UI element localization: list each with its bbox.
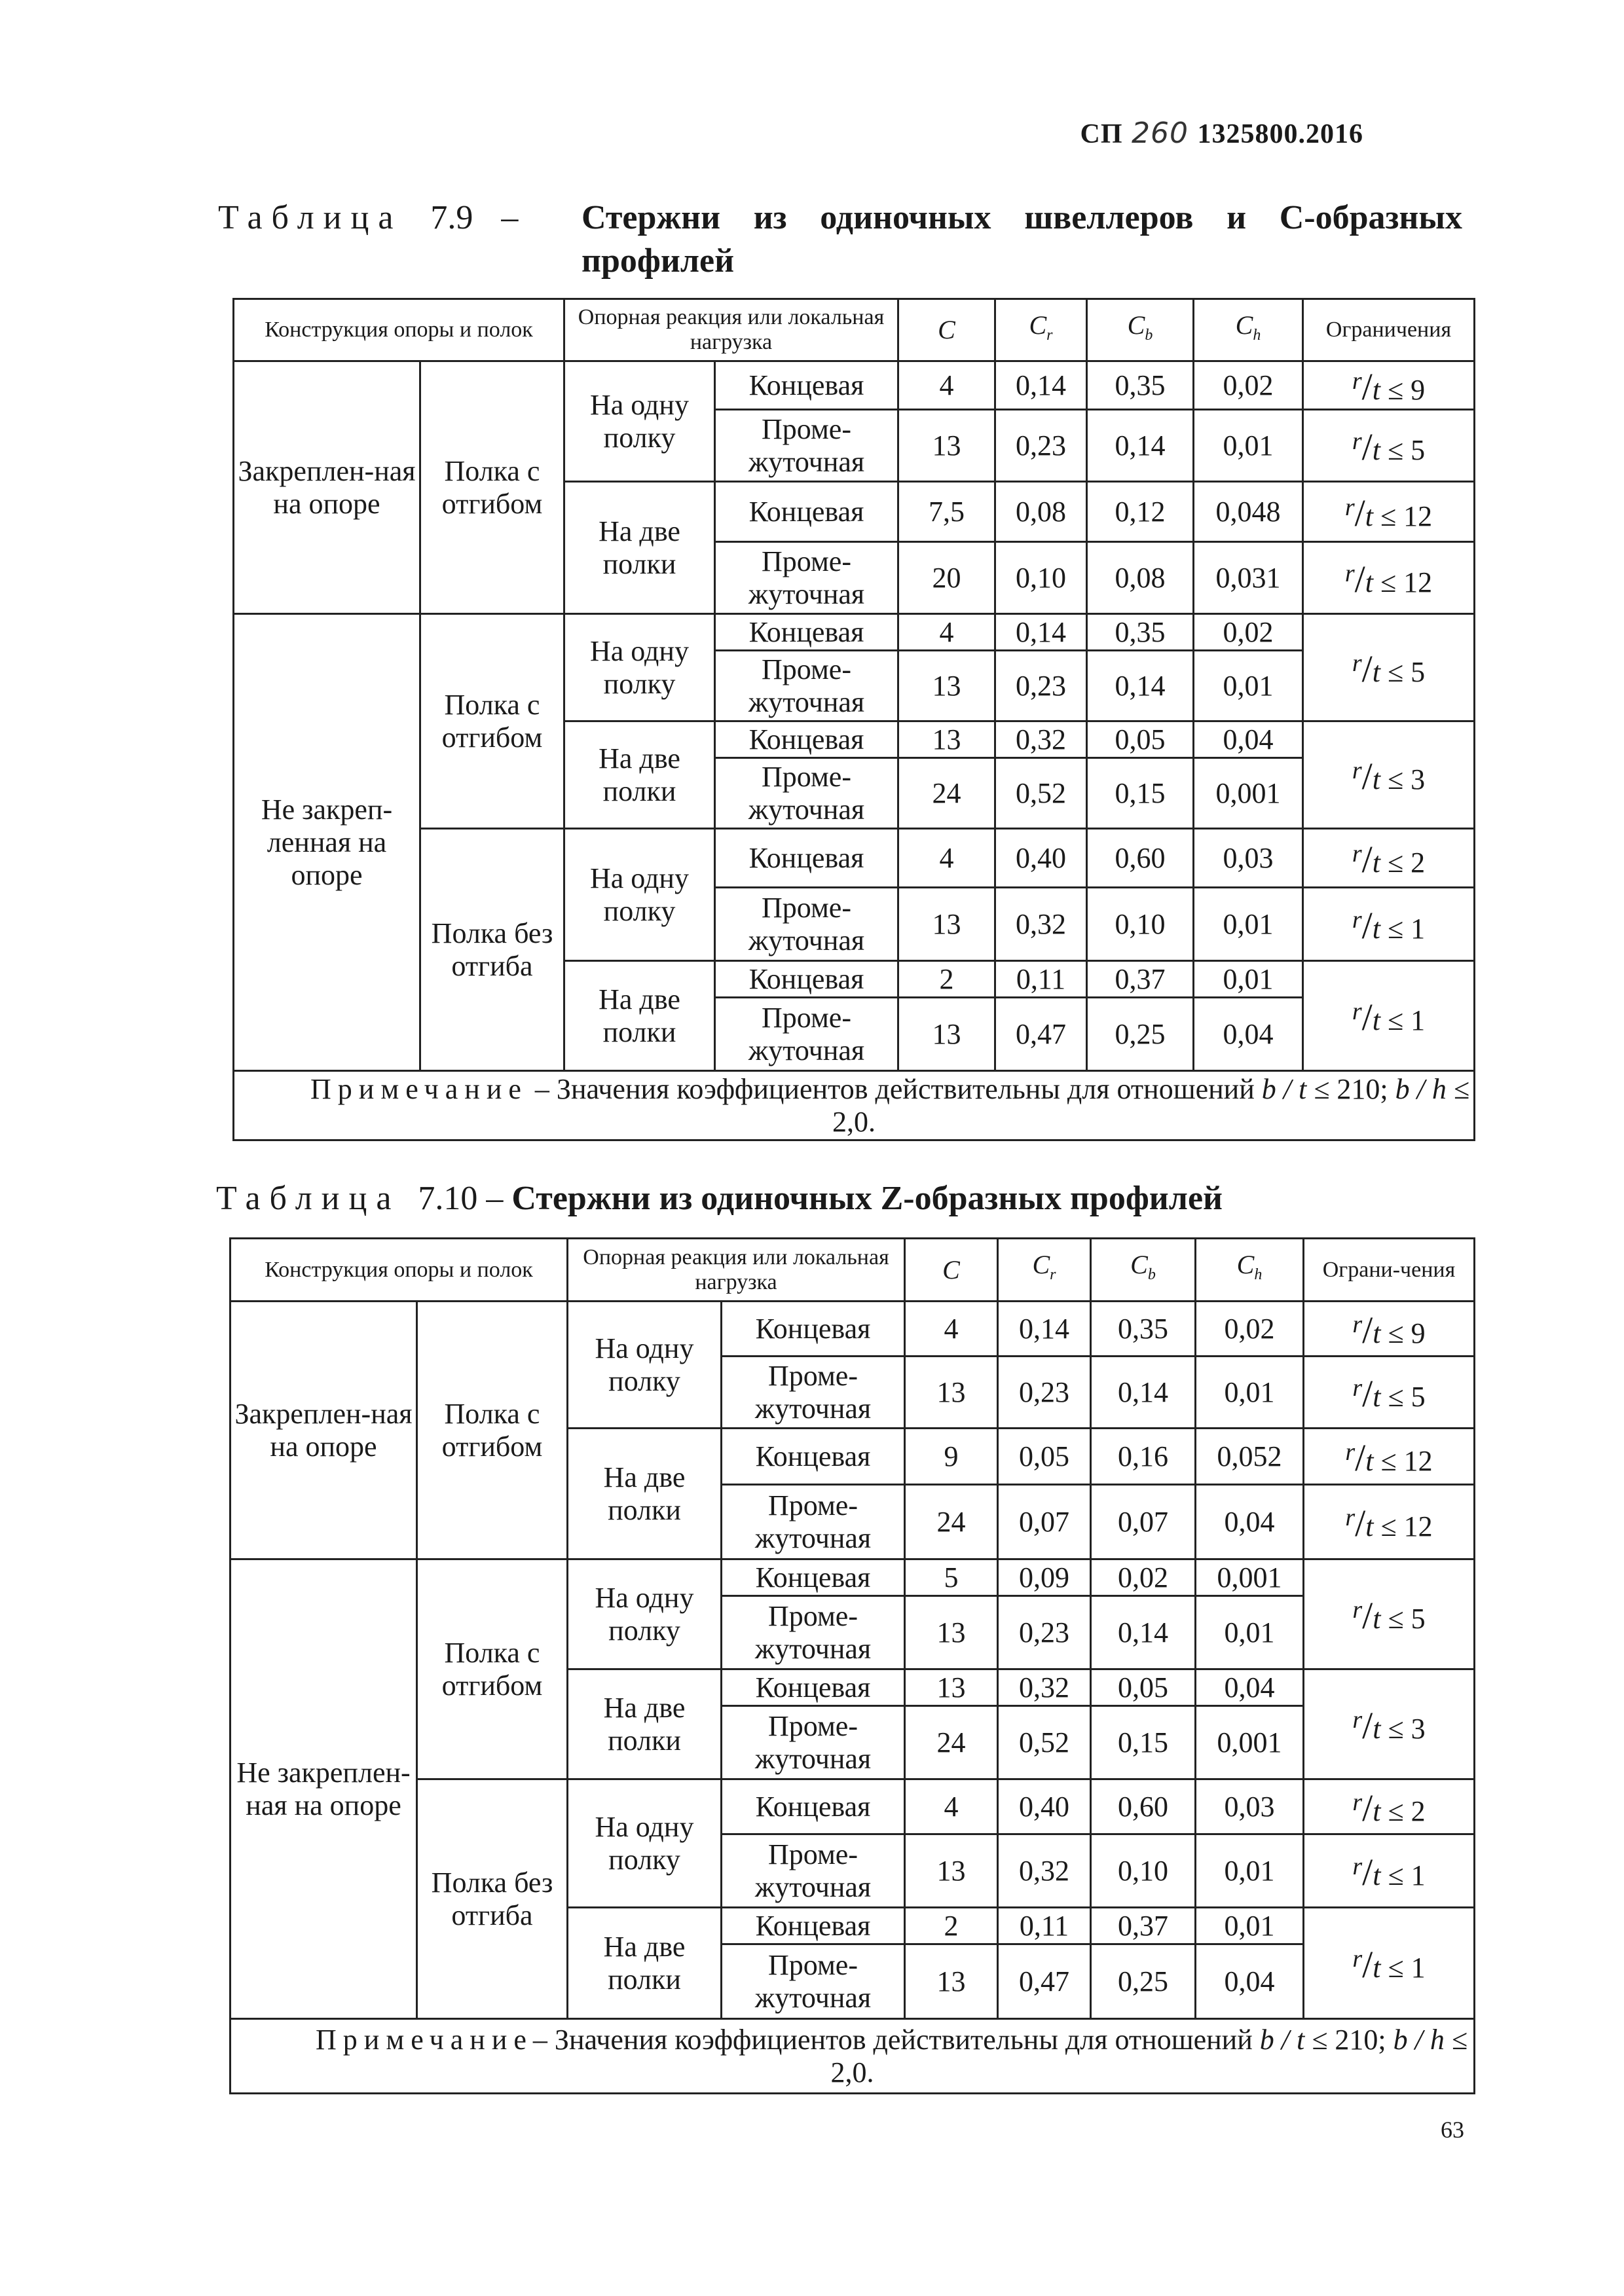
limit-cell: r/t ≤ 12 [1304, 1485, 1475, 1559]
value-cb: 0,10 [1091, 1834, 1196, 1908]
value-cr: 0,32 [995, 721, 1087, 758]
table-row [231, 1302, 1475, 1357]
table-7-10-caption [216, 1177, 1460, 1220]
value-cr: 0,32 [998, 1669, 1091, 1706]
header-c: C [898, 299, 995, 361]
value-cr: 0,09 [998, 1559, 1091, 1596]
value-c: 13 [898, 651, 995, 721]
value-ch: 0,01 [1194, 961, 1303, 998]
value-cb: 0,37 [1091, 1908, 1196, 1944]
value-cb: 0,15 [1087, 758, 1194, 829]
value-ch: 0,01 [1194, 651, 1303, 721]
header-limit: Ограни-чения [1304, 1239, 1475, 1302]
value-ch: 0,01 [1196, 1834, 1304, 1908]
value-c: 13 [898, 410, 995, 482]
header-reaction: Опорная реакция или локальная нагрузка [568, 1239, 905, 1302]
caption-number: 7.10 [418, 1180, 478, 1217]
load-type: Проме-жуточная [715, 542, 898, 614]
load-type: Проме-жуточная [715, 410, 898, 482]
table-note-row [234, 1071, 1475, 1140]
value-c: 5 [905, 1559, 998, 1596]
load-location: На одну полку [564, 361, 715, 482]
value-cr: 0,40 [995, 829, 1087, 888]
load-type: Проме-жуточная [722, 1944, 905, 2019]
limit-cell: r/t ≤ 5 [1304, 1357, 1475, 1429]
value-cr: 0,10 [995, 542, 1087, 614]
load-location: На одну полку [568, 1559, 722, 1669]
value-ch: 0,048 [1194, 482, 1303, 542]
value-c: 13 [898, 998, 995, 1071]
value-ch: 0,02 [1194, 614, 1303, 651]
flange-type: Полка с отгибом [417, 1559, 568, 1779]
load-location: На две полки [568, 1429, 722, 1559]
value-cb: 0,60 [1087, 829, 1194, 888]
row-group-fixed: Закреплен-ная на опоре [231, 1302, 417, 1559]
value-cb: 0,02 [1091, 1559, 1196, 1596]
table-header-row [234, 299, 1475, 361]
limit-cell: r/t ≤ 3 [1303, 721, 1475, 829]
header-ch: $C_h$ [1194, 299, 1303, 361]
value-c: 13 [898, 888, 995, 961]
value-cb: 0,07 [1091, 1485, 1196, 1559]
value-c: 20 [898, 542, 995, 614]
value-ch: 0,001 [1196, 1706, 1304, 1779]
load-type: Проме-жуточная [715, 651, 898, 721]
flange-type: Полка с отгибом [420, 614, 564, 829]
load-location: На одну полку [568, 1779, 722, 1908]
value-cb: 0,35 [1087, 614, 1194, 651]
table-7-9 [232, 298, 1475, 1141]
limit-cell: r/t ≤ 12 [1303, 542, 1475, 614]
value-ch: 0,04 [1194, 721, 1303, 758]
value-c: 24 [905, 1706, 998, 1779]
load-type: Концевая [722, 1779, 905, 1834]
row-group-unfixed: Не закреплен-ная на опоре [231, 1559, 417, 2019]
load-location: На две полки [564, 721, 715, 829]
caption-title: Стержни из одиночных Z-образных профилей [511, 1180, 1223, 1217]
value-c: 13 [905, 1669, 998, 1706]
value-cr: 0,52 [995, 758, 1087, 829]
value-c: 2 [898, 961, 995, 998]
header-construction: Конструкция опоры и полок [234, 299, 564, 361]
value-cr: 0,11 [998, 1908, 1091, 1944]
value-cb: 0,37 [1087, 961, 1194, 998]
header-cr: $C_r$ [998, 1239, 1091, 1302]
value-c: 24 [905, 1485, 998, 1559]
value-ch: 0,01 [1194, 410, 1303, 482]
value-cb: 0,15 [1091, 1706, 1196, 1779]
value-c: 13 [905, 1357, 998, 1429]
caption-word: Таблица [216, 1180, 401, 1217]
load-type: Проме-жуточная [722, 1357, 905, 1429]
value-cr: 0,07 [998, 1485, 1091, 1559]
value-ch: 0,03 [1196, 1779, 1304, 1834]
load-location: На две полки [564, 961, 715, 1071]
table-note: Примечание – Значения коэффициентов действительны для отношений b / t ≤ 210; b / h ≤ 2,0. [234, 1071, 1475, 1140]
value-cr: 0,14 [995, 614, 1087, 651]
value-ch: 0,001 [1196, 1559, 1304, 1596]
table-7-9-caption [218, 196, 1462, 280]
value-cb: 0,25 [1087, 998, 1194, 1071]
limit-cell: r/t ≤ 2 [1304, 1779, 1475, 1834]
load-type: Концевая [722, 1429, 905, 1485]
value-ch: 0,01 [1196, 1357, 1304, 1429]
header-ch: $C_h$ [1196, 1239, 1304, 1302]
load-type: Проме-жуточная [722, 1706, 905, 1779]
value-ch: 0,04 [1194, 998, 1303, 1071]
value-cr: 0,32 [995, 888, 1087, 961]
load-type: Концевая [715, 721, 898, 758]
load-type: Концевая [715, 829, 898, 888]
value-c: 4 [898, 829, 995, 888]
value-c: 13 [905, 1596, 998, 1669]
caption-dash: – [501, 199, 519, 236]
limit-cell: r/t ≤ 2 [1303, 829, 1475, 888]
value-ch: 0,04 [1196, 1485, 1304, 1559]
load-type: Проме-жуточная [722, 1834, 905, 1908]
limit-cell: r/t ≤ 5 [1304, 1559, 1475, 1669]
handwritten-number: 260 [1132, 117, 1189, 150]
header-cb: $C_b$ [1091, 1239, 1196, 1302]
header-prefix: СП [1080, 119, 1123, 149]
load-type: Концевая [715, 961, 898, 998]
row-group-unfixed: Не закреп-ленная на опоре [234, 614, 420, 1071]
value-ch: 0,02 [1196, 1302, 1304, 1357]
value-ch: 0,04 [1196, 1669, 1304, 1706]
value-ch: 0,03 [1194, 829, 1303, 888]
value-cr: 0,14 [995, 361, 1087, 410]
value-cb: 0,14 [1087, 410, 1194, 482]
load-type: Проме-жуточная [722, 1485, 905, 1559]
value-ch: 0,001 [1194, 758, 1303, 829]
value-cr: 0,52 [998, 1706, 1091, 1779]
table-row [234, 361, 1475, 410]
value-cr: 0,23 [998, 1357, 1091, 1429]
value-cb: 0,14 [1087, 651, 1194, 721]
load-location: На две полки [568, 1669, 722, 1779]
value-ch: 0,031 [1194, 542, 1303, 614]
table-row [231, 1779, 1475, 1834]
value-ch: 0,04 [1196, 1944, 1304, 2019]
limit-cell: r/t ≤ 12 [1304, 1429, 1475, 1485]
value-cr: 0,23 [998, 1596, 1091, 1669]
table-row [231, 1559, 1475, 1596]
value-c: 9 [905, 1429, 998, 1485]
page-number: 63 [1441, 2117, 1464, 2143]
value-c: 4 [905, 1302, 998, 1357]
value-c: 4 [898, 614, 995, 651]
caption-word: Таблица [218, 199, 403, 236]
value-cr: 0,23 [995, 410, 1087, 482]
value-c: 4 [905, 1779, 998, 1834]
load-type: Концевая [722, 1669, 905, 1706]
load-location: На одну полку [564, 829, 715, 961]
caption-title: Стержни из одиночных швеллеров и С-образных профилей [581, 199, 1462, 280]
header-number: 1325800.2016 [1197, 119, 1363, 149]
flange-type: Полка с отгибом [420, 361, 564, 614]
table-7-10 [229, 1237, 1475, 2094]
header-cr: $C_r$ [995, 299, 1087, 361]
header-limit: Ограничения [1303, 299, 1475, 361]
load-location: На одну полку [568, 1302, 722, 1429]
value-c: 13 [905, 1834, 998, 1908]
table-row [234, 829, 1475, 888]
row-group-fixed: Закреплен-ная на опоре [234, 361, 420, 614]
value-cb: 0,12 [1087, 482, 1194, 542]
limit-cell: r/t ≤ 9 [1303, 361, 1475, 410]
limit-cell: r/t ≤ 1 [1303, 888, 1475, 961]
value-cr: 0,47 [995, 998, 1087, 1071]
table-note-row [231, 2019, 1475, 2094]
value-cb: 0,05 [1087, 721, 1194, 758]
load-type: Концевая [722, 1908, 905, 1944]
load-type: Концевая [715, 482, 898, 542]
value-cb: 0,14 [1091, 1596, 1196, 1669]
value-cb: 0,08 [1087, 542, 1194, 614]
value-cr: 0,14 [998, 1302, 1091, 1357]
load-type: Проме-жуточная [715, 888, 898, 961]
limit-cell: r/t ≤ 12 [1303, 482, 1475, 542]
value-ch: 0,01 [1196, 1596, 1304, 1669]
load-type: Концевая [722, 1559, 905, 1596]
value-c: 7,5 [898, 482, 995, 542]
limit-cell: r/t ≤ 5 [1303, 410, 1475, 482]
limit-cell: r/t ≤ 9 [1304, 1302, 1475, 1357]
value-c: 24 [898, 758, 995, 829]
value-cr: 0,23 [995, 651, 1087, 721]
value-ch: 0,01 [1196, 1908, 1304, 1944]
load-location: На две полки [564, 482, 715, 614]
table-note: Примечание– Значения коэффициентов действительны для отношений b / t ≤ 210; b / h ≤ 2,0. [231, 2019, 1475, 2094]
value-cr: 0,40 [998, 1779, 1091, 1834]
load-type: Концевая [715, 614, 898, 651]
value-cb: 0,14 [1091, 1357, 1196, 1429]
value-ch: 0,02 [1194, 361, 1303, 410]
load-location: На одну полку [564, 614, 715, 721]
limit-cell: r/t ≤ 3 [1304, 1669, 1475, 1779]
value-c: 13 [898, 721, 995, 758]
value-cb: 0,35 [1091, 1302, 1196, 1357]
value-ch: 0,01 [1194, 888, 1303, 961]
value-cb: 0,25 [1091, 1944, 1196, 2019]
value-cb: 0,16 [1091, 1429, 1196, 1485]
table-row [234, 614, 1475, 651]
header-reaction: Опорная реакция или локальная нагрузка [564, 299, 898, 361]
value-cr: 0,08 [995, 482, 1087, 542]
limit-cell: r/t ≤ 1 [1303, 961, 1475, 1071]
document-code-header [1080, 117, 1363, 150]
load-type: Проме-жуточная [715, 758, 898, 829]
value-cr: 0,05 [998, 1429, 1091, 1485]
value-c: 13 [905, 1944, 998, 2019]
load-type: Концевая [715, 361, 898, 410]
header-c: C [905, 1239, 998, 1302]
header-construction: Конструкция опоры и полок [231, 1239, 568, 1302]
value-cb: 0,10 [1087, 888, 1194, 961]
flange-type: Полка без отгиба [417, 1779, 568, 2019]
caption-number: 7.9 [430, 199, 473, 236]
value-cb: 0,35 [1087, 361, 1194, 410]
caption-dash: – [486, 1180, 504, 1217]
load-location: На две полки [568, 1908, 722, 2019]
value-cr: 0,47 [998, 1944, 1091, 2019]
table-header-row [231, 1239, 1475, 1302]
header-cb: $C_b$ [1087, 299, 1194, 361]
load-type: Проме-жуточная [715, 998, 898, 1071]
load-type: Проме-жуточная [722, 1596, 905, 1669]
load-type: Концевая [722, 1302, 905, 1357]
value-cb: 0,05 [1091, 1669, 1196, 1706]
value-cb: 0,60 [1091, 1779, 1196, 1834]
limit-cell: r/t ≤ 1 [1304, 1908, 1475, 2019]
value-cr: 0,32 [998, 1834, 1091, 1908]
limit-cell: r/t ≤ 1 [1304, 1834, 1475, 1908]
value-c: 4 [898, 361, 995, 410]
flange-type: Полка с отгибом [417, 1302, 568, 1559]
value-cr: 0,11 [995, 961, 1087, 998]
value-ch: 0,052 [1196, 1429, 1304, 1485]
limit-cell: r/t ≤ 5 [1303, 614, 1475, 721]
flange-type: Полка без отгиба [420, 829, 564, 1071]
value-c: 2 [905, 1908, 998, 1944]
